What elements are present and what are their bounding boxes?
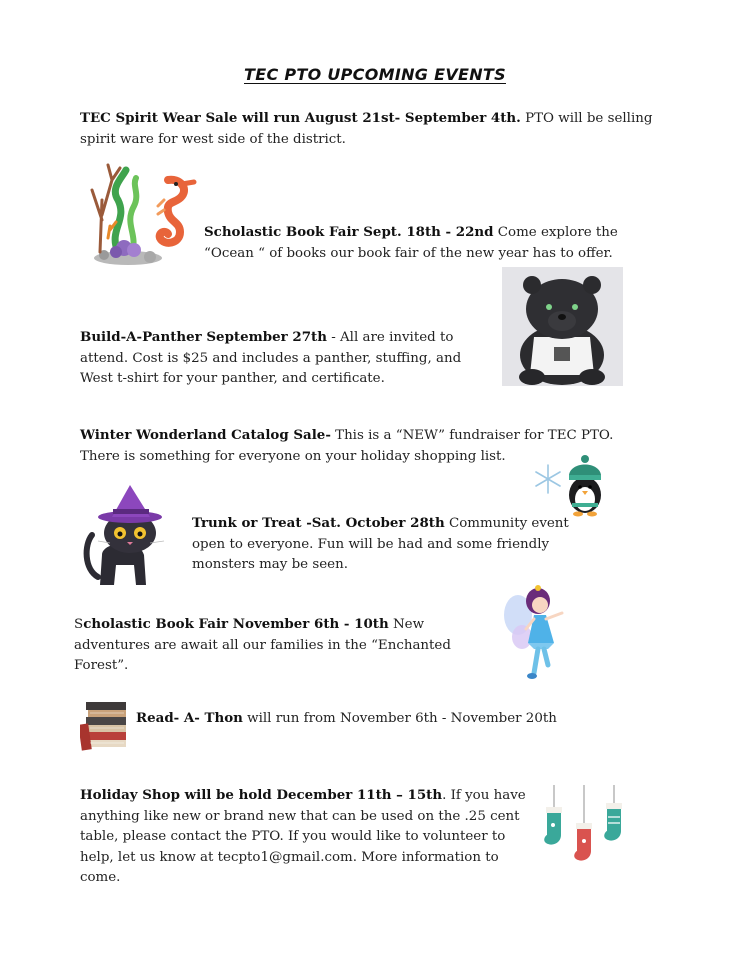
event-book-fair-nov: [74, 614, 474, 677]
event-heading-prefix: S: [74, 617, 84, 632]
event-heading: Read- A- Thon: [136, 710, 243, 726]
stockings-icon: [540, 785, 632, 865]
event-heading: Winter Wonderland Catalog Sale-: [80, 427, 331, 443]
event-text: Community event open to everyone. Fun will be had and some friendly monsters may be seen.: [192, 516, 569, 572]
penguin-snowflake-icon: [530, 455, 610, 517]
event-text: will run from November 6th - November 20th: [242, 711, 557, 726]
book-stack-icon: [80, 700, 132, 752]
fairy-icon: [500, 585, 570, 682]
event-heading: cholastic Book Fair November 6th - 10th: [83, 616, 389, 632]
event-text: . If you have anything like new or brand new that can be used on the .25 cent table, please contact the PTO. If you would like to volunteer to help, let us know at tecpto1@gmail.com. More information to come.: [80, 788, 526, 885]
event-text: Come explore the “Ocean “ of books our book fair of the new year has to offer.: [204, 225, 618, 261]
event-spirit-wear: [80, 108, 680, 150]
event-text: This is a “NEW” fundraiser for TEC PTO. There is something for everyone on your holiday shopping list.: [80, 428, 614, 464]
event-text: - All are invited to attend. Cost is $25 and includes a panther, stuffing, and West t-shirt for your panther, and certificate.: [80, 330, 462, 386]
witch-cat-icon: [80, 485, 170, 587]
event-holiday-shop: [80, 785, 540, 889]
event-heading: Holiday Shop will be hold December 11th – 15th: [80, 787, 443, 803]
event-heading: Scholastic Book Fair Sept. 18th - 22nd: [204, 224, 494, 240]
event-text: New adventures are await all our families in the “Enchanted Forest”.: [74, 617, 451, 673]
event-read-a-thon: [136, 708, 616, 730]
event-book-fair-sept: [204, 222, 664, 264]
event-text: PTO will be selling spirit ware for west side of the district.: [80, 111, 653, 147]
event-build-a-panther: [80, 327, 485, 390]
event-heading: TEC Spirit Wear Sale will run August 21st- September 4th.: [80, 110, 521, 126]
event-heading: Build-A-Panther September 27th: [80, 329, 327, 345]
event-heading: Trunk or Treat -Sat. October 28th: [192, 515, 445, 531]
page-title: TEC PTO UPCOMING EVENTS: [244, 65, 506, 84]
panther-plush-icon: [502, 267, 623, 386]
event-trunk-or-treat: [192, 513, 582, 576]
seahorse-coral-icon: [88, 160, 198, 268]
